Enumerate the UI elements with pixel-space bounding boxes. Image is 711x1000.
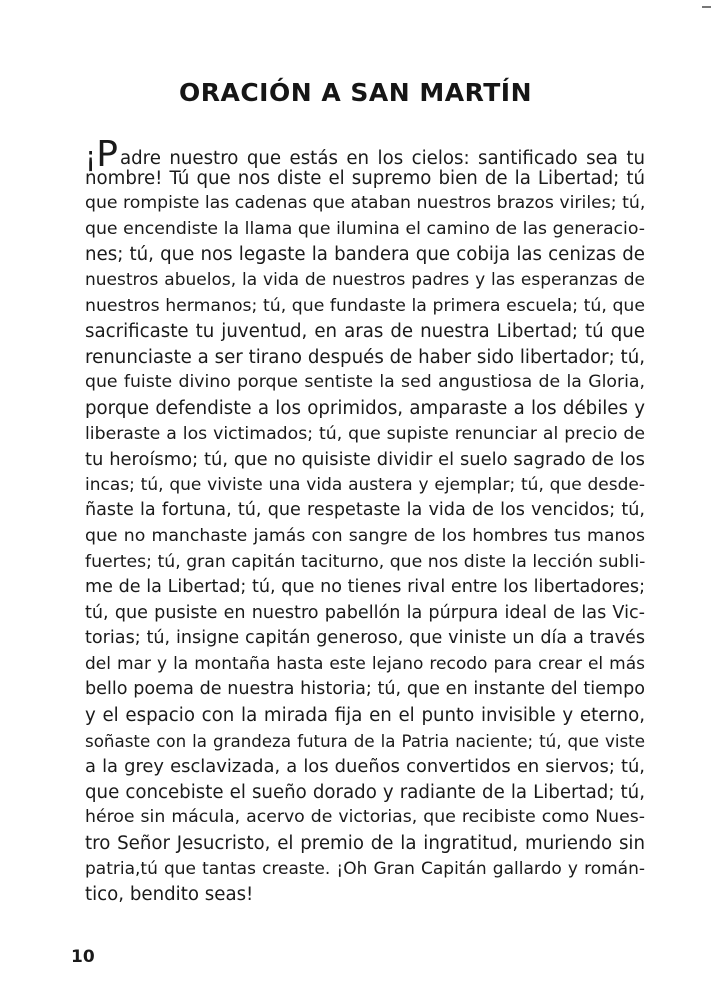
prayer-line: nombre! Tú que nos diste el supremo bien de la Libertad; tú xyxy=(85,167,645,189)
prayer-line: nuestros abuelos, la vida de nuestros padres y las esperanzas de xyxy=(85,269,645,290)
prayer-line: torias; tú, insigne capitán generoso, que viniste un día a través xyxy=(85,628,645,649)
prayer-line: sacrificaste tu juventud, en aras de nuestra Libertad; tú que xyxy=(85,321,645,343)
prayer-line: soñaste con la grandeza futura de la Patria naciente; tú, que viste xyxy=(85,730,645,751)
prayer-line: a la grey esclavizada, a los dueños convertidos en siervos; tú, xyxy=(85,756,645,778)
prayer-line: del mar y la montaña hasta este lejano recodo para crear el más xyxy=(85,653,645,674)
prayer-line: patria,tú que tantas creaste. ¡Oh Gran Capitán gallardo y román- xyxy=(85,858,645,879)
prayer-line: nes; tú, que nos legaste la bandera que cobija las cenizas de xyxy=(85,244,645,266)
prayer-line: que encendiste la llama que ilumina el camino de las generacio- xyxy=(85,218,645,239)
prayer-line: bello poema de nuestra historia; tú, que en instante del tiempo xyxy=(85,679,645,700)
prayer-line: fuertes; tú, gran capitán taciturno, que nos diste la lección subli- xyxy=(85,551,646,572)
page-number: 10 xyxy=(71,947,95,967)
prayer-line: nuestros hermanos; tú, que fundaste la primera escuela; tú, que xyxy=(85,295,645,316)
prayer-line: liberaste a los victimados; tú, que supiste renunciar al precio de xyxy=(85,423,645,444)
prayer-line: tico, bendito seas! xyxy=(85,884,254,906)
prayer-body xyxy=(85,134,646,908)
prayer-line: que fuiste divino porque sentiste la sed angustiosa de la Gloria, xyxy=(85,372,645,393)
prayer-line-text: adre nuestro que estás en los cielos: santificado sea tu xyxy=(119,148,645,169)
prayer-line: que no manchaste jamás con sangre de los hombres tus manos xyxy=(85,525,645,546)
prayer-line: incas; tú, que viviste una vida austera y ejemplar; tú, que desde- xyxy=(85,474,645,495)
prayer-line: que rompiste las cadenas que ataban nuestros brazos viriles; tú, xyxy=(85,193,646,214)
prayer-line: que concebiste el sueño dorado y radiante de la Libertad; tú, xyxy=(85,781,645,803)
prayer-line: me de la Libertad; tú, que no tienes rival entre los libertadores; xyxy=(85,577,645,598)
prayer-line: ñaste la fortuna, tú, que respetaste la vida de los vencidos; tú, xyxy=(85,500,645,521)
prayer-line: tro Señor Jesucristo, el premio de la ingratitud, muriendo sin xyxy=(85,833,645,855)
prayer-line: tu heroísmo; tú, que no quisiste dividir el suelo sagrado de los xyxy=(85,449,645,471)
page-title: ORACIÓN A SAN MARTÍN xyxy=(178,78,533,107)
prayer-line: renunciaste a ser tirano después de haber sido libertador; tú, xyxy=(85,346,645,368)
prayer-line: y el espacio con la mirada fija en el punto invisible y eterno, xyxy=(85,705,645,727)
drop-cap-letter: P xyxy=(96,134,118,175)
prayer-line: porque defendiste a los oprimidos, amparaste a los débiles y xyxy=(85,397,645,419)
scan-edge-mark xyxy=(702,6,711,8)
prayer-line: tú, que pusiste en nuestro pabellón la púrpura ideal de las Vic- xyxy=(85,602,645,623)
prayer-line xyxy=(85,134,645,175)
prayer-line: héroe sin mácula, acervo de victorias, que recibiste como Nues- xyxy=(85,807,645,828)
opening-exclamation: ¡ xyxy=(85,140,97,173)
